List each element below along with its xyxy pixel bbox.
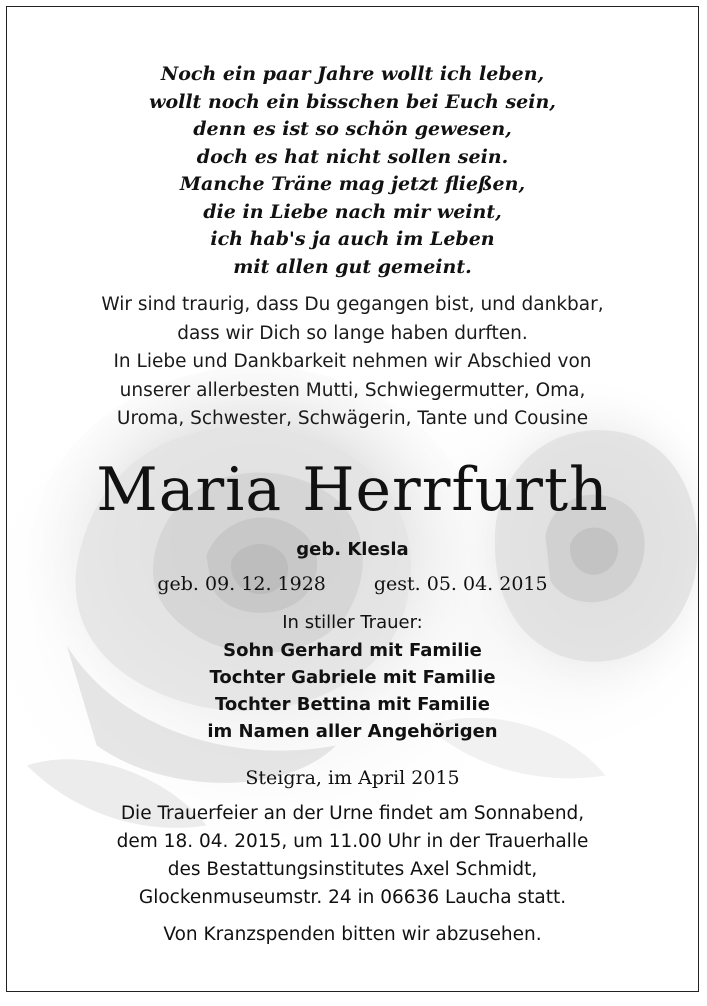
ceremony-line: Glockenmuseumstr. 24 in 06636 Laucha statt.	[138, 887, 567, 908]
poem-line: mit allen gut gemeint.	[233, 255, 472, 278]
poem-line: Noch ein paar Jahre wollt ich leben,	[160, 63, 545, 85]
intro-line: Wir sind traurig, dass Du gegangen bist, und dankbar,	[101, 294, 604, 315]
intro-line: In Liebe und Dankbarkeit nehmen wir Abschied von	[113, 351, 592, 372]
death-date: gest. 05. 04. 2015	[373, 573, 548, 595]
deceased-name: Maria Herrfurth	[96, 455, 609, 525]
place-date: Steigra, im April 2015	[245, 767, 460, 789]
poem-line: doch es hat nicht sollen sein.	[196, 145, 509, 168]
ceremony-info	[7, 800, 698, 912]
mourner: Sohn Gerhard mit Familie	[223, 640, 482, 661]
poem-line: denn es ist so schön gewesen,	[193, 118, 512, 140]
intro-line: Uroma, Schwester, Schwägerin, Tante und Cousine	[116, 408, 589, 429]
mourner: im Namen aller Angehörigen	[207, 721, 498, 742]
flowers-note: Von Kranzspenden bitten wir abzusehen.	[163, 924, 542, 945]
life-dates	[7, 569, 698, 599]
mourners-list	[7, 637, 698, 745]
poem-line: die in Liebe nach mir weint,	[203, 200, 502, 223]
ceremony-line: Die Trauerfeier an der Urne findet am Sonnabend,	[120, 803, 585, 824]
mourner: Tochter Bettina mit Familie	[215, 694, 490, 715]
mourner: Tochter Gabriele mit Familie	[209, 667, 496, 688]
ceremony-line: des Bestattungsinstitutes Axel Schmidt,	[167, 859, 538, 880]
obituary-notice	[6, 6, 699, 992]
poem	[7, 61, 698, 281]
maiden-name: geb. Klesla	[296, 539, 409, 560]
intro-text	[7, 291, 698, 434]
poem-line: Manche Träne mag jetzt fließen,	[179, 173, 526, 195]
mourning-heading: In stiller Trauer:	[282, 612, 423, 633]
ceremony-line: dem 18. 04. 2015, um 11.00 Uhr in der Trauerhalle	[116, 831, 589, 852]
intro-line: dass wir Dich so lange haben durften.	[177, 322, 528, 344]
poem-line: wollt noch ein bisschen bei Euch sein,	[149, 90, 556, 113]
birth-date: geb. 09. 12. 1928	[157, 573, 326, 595]
poem-line: ich hab's ja auch im Leben	[210, 228, 495, 250]
intro-line: unserer allerbesten Mutti, Schwiegermutter, Oma,	[119, 379, 586, 401]
